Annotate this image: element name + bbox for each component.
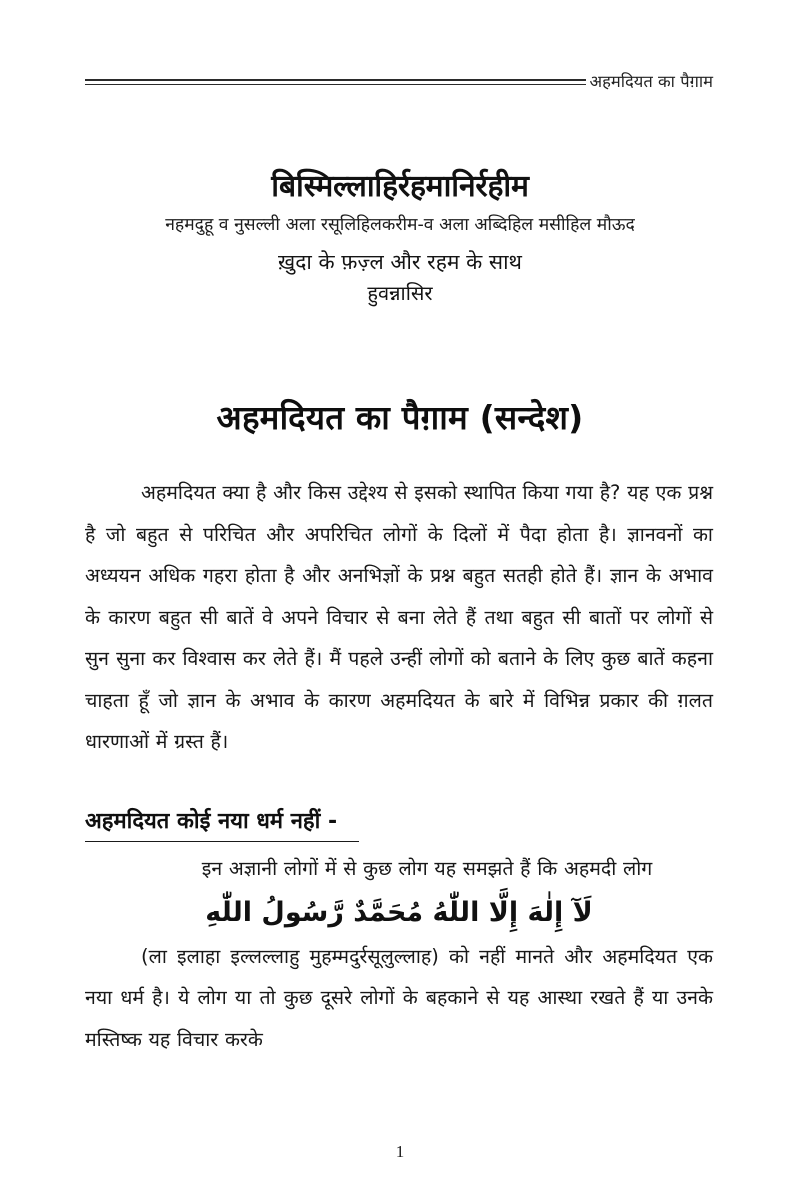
paragraph-two-continuation: (ला इलाहा इल्लल्लाहु मुहम्मदुर्रसूलुल्लाह) को नहीं मानते और अहमदियत एक नया धर्म है। ये लोग या तो कुछ दूसरे लोगों के बहकाने से यह आस्था रखते हैं या उनके मस्तिष्क यह विचार करके <box>85 944 713 1051</box>
page-number: 1 <box>395 1142 405 1161</box>
invocation-huwannasir-line: हुवन्नासिर <box>367 281 433 306</box>
section-heading <box>85 807 713 843</box>
body-text-column <box>85 472 713 1060</box>
invocation-praise-line: नहमदुहू व नुसल्ली अला रसूलिहिलकरीम-व अला अब्दिहिल मसीहिल मौऊद <box>165 214 635 235</box>
paragraph-two-opening: इन अज्ञानी लोगों में से कुछ लोग यह समझते हैं कि अहमदी लोग <box>201 857 653 881</box>
invocation-blessing-line: ख़ुदा के फ़ज़्ल और रहम के साथ <box>278 249 522 274</box>
section-heading-label: अहमदियत कोई नया धर्म नहीं - <box>85 807 359 843</box>
running-header <box>85 74 713 91</box>
page-title: अहमदियत का पैग़ाम (सन्देश) <box>216 398 584 438</box>
paragraph-intro: अहमदियत क्या है और किस उद्देश्य से इसको स्थापित किया गया है? यह एक प्रश्न है जो बहुत से परिचित और अपरिचित लोगों के दिलों में पैदा होता है। ज्ञानवनों का अध्ययन अधिक गहरा होता है और अनभिज्ञों के प्रश्न बहुत सतही होते हैं। ज्ञान के अभाव के कारण बहुत सी बातें वे अपने विचार से बना लेते हैं तथा बहुत सी बातों पर लोगों से सुन सुना कर विश्वास कर लेते हैं। मैं पहले उन्हीं लोगों को बताने के लिए कुछ बातें कहना चाहता हूँ जो ज्ञान के अभाव के कारण अहमदियत के बारे में विभिन्न प्रकार की ग़लत धारणाओं में ग्रस्त हैं। <box>85 481 713 753</box>
shahada-arabic-line: لَآ إِلٰهَ إِلَّا اللّٰهُ مُحَمَّدٌ رَّسُولُ اللّٰهِ <box>205 896 593 928</box>
header-double-rule <box>85 79 586 86</box>
running-header-title: अहमदियत का पैग़ाम <box>589 72 713 91</box>
bismillah-line: बिस्मिल्लाहिर्रहमानिर्रहीम <box>271 169 529 204</box>
invocation-block <box>60 168 740 307</box>
